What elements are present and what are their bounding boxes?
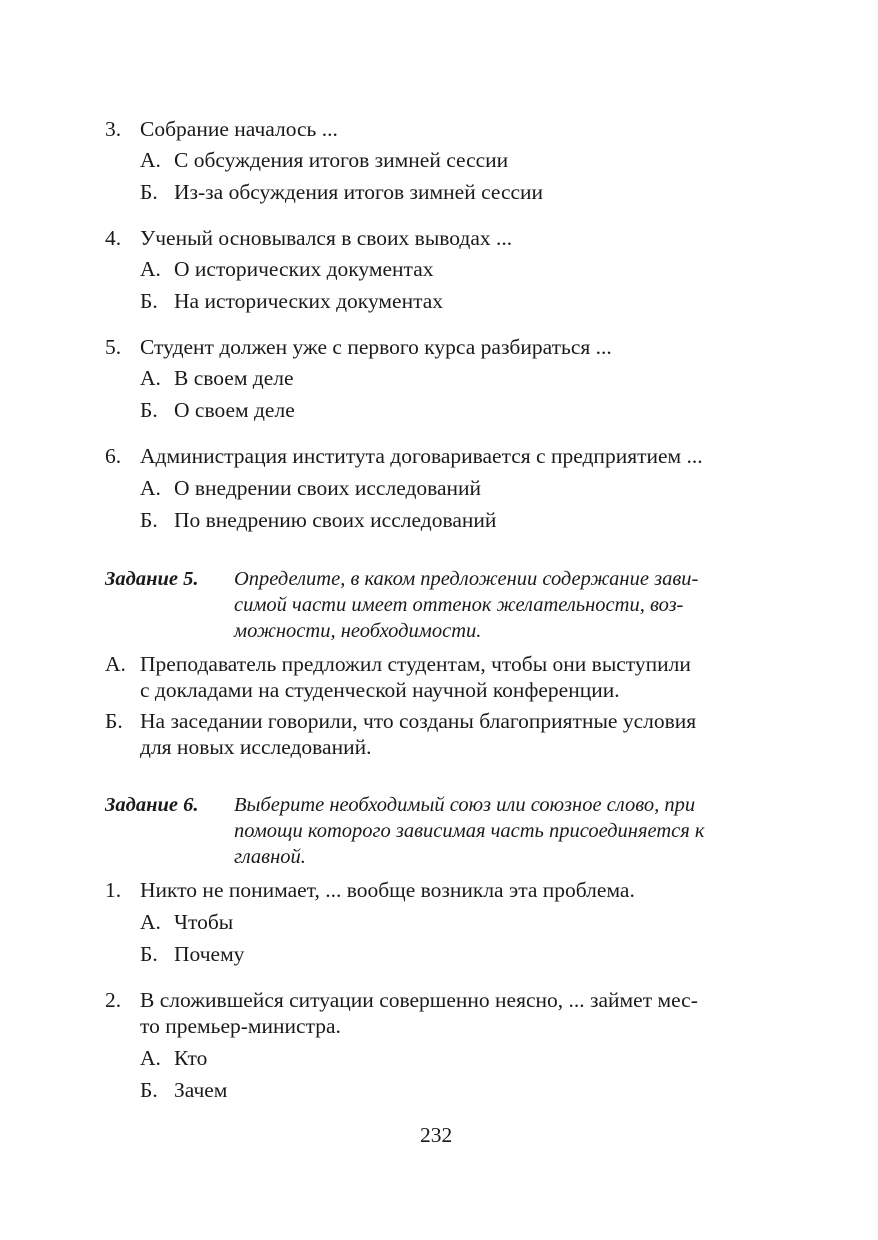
task-instruction-line: симой части имеет оттенок желательности, воз- <box>234 594 684 616</box>
option-text: Кто <box>174 1046 208 1070</box>
option-letter: А. <box>140 910 161 934</box>
question-number: 4. <box>105 226 122 250</box>
option-letter: Б. <box>140 1078 158 1102</box>
task-instruction-line: помощи которого зависимая часть присоединяется к <box>234 820 705 842</box>
option-text: О исторических документах <box>174 257 434 281</box>
option-text: Зачем <box>174 1078 228 1102</box>
option-letter: А. <box>140 1046 161 1070</box>
task-label: Задание 5. <box>105 568 199 590</box>
question-number: 1. <box>105 878 122 902</box>
option-letter: Б. <box>140 508 158 532</box>
option-letter: Б. <box>140 942 158 966</box>
question-text: В сложившейся ситуации совершенно неясно, ... займет мес- <box>140 988 698 1012</box>
option-text: для новых исследований. <box>140 735 372 759</box>
option-letter: Б. <box>140 398 158 422</box>
question-text: Никто не понимает, ... вообще возникла эта проблема. <box>140 878 635 902</box>
task-label: Задание 6. <box>105 794 199 816</box>
option-text: Преподаватель предложил студентам, чтобы они выступили <box>140 652 691 676</box>
task-instruction-line: Выберите необходимый союз или союзное слово, при <box>234 794 696 816</box>
option-text: На заседании говорили, что созданы благоприятные условия <box>140 709 697 733</box>
question-text: Собрание началось ... <box>140 117 338 141</box>
question-text: то премьер-министра. <box>140 1014 341 1038</box>
option-text: с докладами на студенческой научной конференции. <box>140 678 620 702</box>
question-number: 3. <box>105 117 122 141</box>
question-number: 6. <box>105 444 122 468</box>
option-letter: Б. <box>140 289 158 313</box>
option-text: Почему <box>174 942 245 966</box>
page-number: 232 <box>420 1123 453 1147</box>
option-letter: А. <box>105 652 126 676</box>
option-text: По внедрению своих исследований <box>174 508 497 532</box>
question-number: 5. <box>105 335 122 359</box>
option-text: О своем деле <box>174 398 295 422</box>
option-text: На исторических документах <box>174 289 444 313</box>
option-letter: А. <box>140 366 161 390</box>
question-text: Администрация института договаривается с предприятием ... <box>140 444 703 468</box>
option-text: Чтобы <box>174 910 234 934</box>
question-number: 2. <box>105 988 122 1012</box>
question-text: Студент должен уже с первого курса разбираться ... <box>140 335 612 359</box>
option-text: С обсуждения итогов зимней сессии <box>174 148 509 172</box>
option-text: В своем деле <box>174 366 294 390</box>
option-letter: А. <box>140 476 161 500</box>
task-instruction-line: Определите, в каком предложении содержание зави- <box>234 568 699 590</box>
option-letter: А. <box>140 257 161 281</box>
option-letter: Б. <box>140 180 158 204</box>
option-letter: А. <box>140 148 161 172</box>
task-instruction-line: главной. <box>234 846 306 868</box>
option-text: О внедрении своих исследований <box>174 476 482 500</box>
option-letter: Б. <box>105 709 123 733</box>
option-text: Из-за обсуждения итогов зимней сессии <box>174 180 544 204</box>
question-text: Ученый основывался в своих выводах ... <box>140 226 513 250</box>
task-instruction-line: можности, необходимости. <box>234 620 482 642</box>
